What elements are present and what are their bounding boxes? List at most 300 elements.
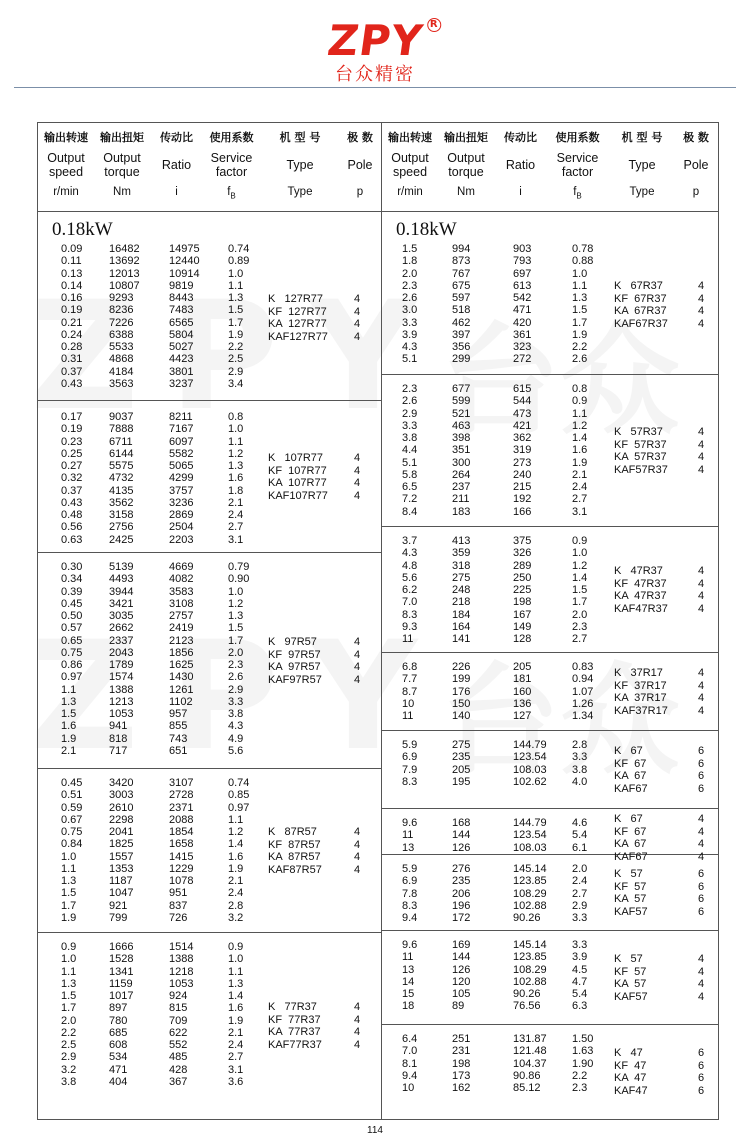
cell: 4.3 [402, 341, 418, 353]
cell: 3.2 [228, 911, 244, 924]
header-unit-4: Type [287, 186, 313, 198]
cell: 1.7 [572, 316, 588, 329]
table-row [38, 777, 381, 789]
table-row [382, 329, 718, 341]
pole-count: 6 [698, 745, 705, 757]
cell: 251 [452, 1033, 471, 1045]
cell: 1789 [109, 659, 134, 671]
cell: 0.09 [61, 243, 83, 255]
cell: 104.37 [513, 1057, 547, 1070]
cell: 613 [513, 279, 532, 292]
cell: 2.6 [402, 292, 418, 304]
left-column [38, 123, 382, 1119]
header-en-5: Pole [347, 158, 373, 172]
cell: 2.1 [61, 744, 77, 757]
gear-type: KA 67 [614, 838, 647, 850]
table-row [382, 1058, 718, 1070]
cell: 2728 [169, 789, 194, 802]
cell: 108.29 [513, 887, 547, 900]
cell: 0.85 [228, 789, 250, 802]
cell: 3158 [109, 509, 134, 521]
gear-type: KAF127R77 [268, 330, 328, 343]
cell: 1.1 [228, 965, 244, 978]
cell: 1.2 [228, 826, 244, 838]
type-list [614, 667, 668, 717]
gear-type: KF 127R77 [268, 305, 327, 318]
gear-type: KA 87R57 [268, 851, 321, 863]
header-unit-5: p [356, 186, 364, 198]
cell: 375 [513, 535, 532, 547]
table-row [38, 485, 381, 497]
table-row [382, 383, 718, 395]
cell: 3.3 [228, 695, 244, 708]
gear-type: K 47 [614, 1047, 643, 1059]
cell: 4.7 [572, 975, 588, 988]
cell: 2757 [169, 610, 194, 622]
cell: 780 [109, 1014, 128, 1027]
cell: 599 [452, 395, 471, 408]
table-row [382, 1000, 718, 1012]
type-list [268, 1001, 322, 1051]
cell: 518 [452, 304, 471, 317]
cell: 1.1 [572, 407, 588, 420]
cell: 1078 [169, 875, 194, 887]
cell: 167 [513, 608, 532, 621]
cell: 0.34 [61, 573, 83, 586]
cell: 1.0 [572, 267, 588, 280]
cell: 162 [452, 1082, 471, 1094]
gear-type: K 127R77 [268, 293, 324, 305]
cell: 0.25 [61, 447, 83, 460]
header-unit-5: p [692, 186, 700, 198]
cell: 1658 [169, 838, 194, 851]
cell: 1.07 [572, 685, 594, 698]
cell: 4732 [109, 472, 134, 485]
cell: 240 [513, 468, 532, 481]
pole-count: 4 [354, 318, 361, 330]
table-row [38, 366, 381, 378]
cell: 1.7 [61, 1002, 77, 1015]
gear-type: KA 107R77 [268, 477, 327, 489]
cell: 1.4 [228, 838, 244, 851]
cell: 11 [402, 710, 414, 722]
pole-list [354, 1001, 360, 1051]
pole-count: 6 [698, 893, 705, 905]
cell: 1.9 [228, 1014, 244, 1027]
table-row [38, 978, 381, 990]
cell: 198 [513, 596, 532, 609]
cell: 3757 [169, 484, 194, 497]
cell: 0.79 [228, 561, 250, 573]
cell: 2.6 [572, 353, 588, 366]
pole-count: 4 [698, 602, 705, 615]
table-row [382, 951, 718, 963]
cell: 7.2 [402, 493, 418, 506]
data-group [38, 401, 381, 553]
cell: 0.59 [61, 801, 83, 814]
cell: 1.1 [61, 683, 77, 696]
type-list [614, 426, 668, 476]
registered-mark: R [427, 18, 441, 32]
cell: 0.16 [61, 292, 83, 304]
pole-count: 4 [698, 850, 705, 863]
gear-type: KA 127R77 [268, 318, 327, 330]
cell: 6.2 [402, 584, 418, 596]
cell: 1430 [169, 671, 194, 684]
cell: 1.2 [572, 419, 588, 432]
cell: 3.6 [228, 1075, 244, 1088]
cell: 206 [452, 887, 471, 900]
cell: 1.1 [228, 813, 244, 826]
cell: 211 [452, 493, 470, 506]
cell: 1213 [109, 695, 134, 708]
cell: 5.1 [402, 353, 418, 366]
cell: 181 [513, 673, 532, 686]
pole-list [354, 293, 360, 343]
cell: 1.0 [572, 547, 588, 560]
cell: 1.6 [572, 444, 588, 457]
pole-count: 4 [698, 565, 705, 577]
cell: 108.29 [513, 963, 547, 976]
cell: 2.0 [228, 646, 244, 659]
cell: 1.1 [61, 862, 77, 875]
cell: 726 [169, 911, 188, 924]
table-row [382, 547, 718, 559]
cell: 0.11 [61, 255, 82, 268]
cell: 144.79 [513, 739, 547, 751]
header-cn-4: 机 型 号 [279, 131, 321, 144]
cell: 11 [402, 951, 414, 964]
gear-type: K 97R57 [268, 636, 317, 648]
cell: 5065 [169, 460, 194, 472]
cell: 192 [513, 493, 532, 506]
table-row [38, 1015, 381, 1027]
type-list [268, 293, 328, 343]
cell: 5.1 [402, 456, 418, 469]
gear-type: KF 47 [614, 1059, 647, 1072]
cell: 0.43 [61, 496, 83, 509]
cell: 941 [109, 720, 128, 733]
table-row [38, 280, 381, 292]
cell: 413 [452, 535, 471, 547]
cell: 1574 [109, 671, 134, 684]
cell: 473 [513, 407, 532, 420]
cell: 123.85 [513, 875, 547, 888]
table-row [38, 586, 381, 598]
cell: 144 [452, 951, 471, 964]
cell: 275 [452, 571, 471, 584]
cell: 2.7 [572, 493, 588, 506]
cell: 1.5 [572, 304, 588, 317]
data-group [382, 235, 718, 375]
type-list [268, 452, 328, 502]
cell: 9037 [109, 411, 134, 423]
cell: 3236 [169, 496, 194, 509]
pole-count: 4 [354, 452, 361, 464]
cell: 144.79 [513, 817, 547, 829]
cell: 7226 [109, 316, 134, 329]
cell: 0.74 [228, 777, 250, 789]
page-number: 114 [367, 1125, 383, 1136]
cell: 4299 [169, 472, 194, 485]
cell: 5.9 [402, 739, 418, 751]
cell: 0.67 [61, 813, 83, 826]
header-unit-3: $f_B$ [227, 186, 236, 201]
logo-mark [324, 16, 438, 65]
cell: 608 [109, 1039, 128, 1051]
table-row [382, 506, 718, 518]
cell: 4.4 [402, 444, 418, 457]
cell: 1.63 [572, 1045, 594, 1058]
cell: 3.8 [61, 1075, 77, 1088]
cell: 6.5 [402, 481, 418, 493]
cell: 3.3 [572, 912, 588, 924]
cell: 3.1 [572, 505, 588, 518]
cell: 319 [513, 444, 532, 457]
cell: 2.4 [228, 887, 244, 900]
cell: 1017 [109, 990, 134, 1002]
cell: 2.4 [228, 509, 244, 521]
cell: 675 [452, 279, 471, 292]
cell: 7.7 [402, 673, 418, 686]
cell: 3003 [109, 789, 134, 802]
cell: 1.0 [228, 423, 244, 436]
table-row [38, 887, 381, 899]
cell: 0.17 [61, 411, 83, 423]
header-unit-2: i [519, 186, 522, 198]
cell: 3420 [109, 777, 134, 789]
cell: 5.4 [572, 829, 588, 842]
cell: 299 [452, 353, 471, 366]
cell: 2043 [109, 646, 134, 659]
cell: 235 [452, 751, 471, 764]
cell: 2.9 [61, 1051, 77, 1064]
cell: 0.39 [61, 585, 83, 598]
data-group [382, 653, 718, 731]
cell: 141 [452, 633, 471, 645]
cell: 1.7 [61, 899, 77, 912]
cell: 2425 [109, 533, 134, 546]
gear-type: KAF47R37 [614, 602, 668, 615]
pole-count: 4 [354, 464, 361, 477]
pole-count: 4 [698, 978, 705, 990]
cell: 13692 [109, 255, 140, 268]
gear-type: KA 57R37 [614, 451, 667, 463]
cell: 126 [452, 841, 471, 854]
cell: 12013 [109, 267, 140, 280]
gear-type: KF 37R17 [614, 679, 667, 692]
cell: 924 [169, 990, 188, 1002]
pole-count: 4 [698, 317, 705, 330]
cell: 1557 [109, 850, 134, 863]
cell: 1.3 [228, 610, 244, 622]
cell: 3562 [109, 496, 134, 509]
cell: 1102 [169, 695, 193, 708]
cell: 4868 [109, 353, 134, 366]
cell: 4493 [109, 573, 134, 586]
pole-count: 4 [698, 990, 705, 1003]
pole-count: 4 [354, 1026, 361, 1038]
table-row [382, 976, 718, 988]
cell: 105 [452, 988, 471, 1000]
cell: 226 [452, 661, 471, 673]
cell: 13 [402, 963, 415, 976]
table-row [38, 1002, 381, 1014]
cell: 1.0 [61, 850, 77, 863]
header-cn-2: 传动比 [504, 131, 537, 144]
gear-type: K 57R37 [614, 426, 663, 438]
cell: 5.8 [402, 468, 418, 481]
pole-count: 4 [698, 838, 705, 850]
cell: 1.0 [228, 585, 244, 598]
cell: 0.19 [61, 304, 83, 317]
cell: 0.43 [61, 377, 83, 390]
gear-type: K 67 [614, 745, 643, 757]
cell: 0.56 [61, 521, 83, 534]
table-row [38, 255, 381, 267]
pole-count: 4 [354, 838, 361, 851]
header-en-1: Output torque [103, 151, 141, 179]
gear-type: KAF67 [614, 850, 648, 863]
table-row [382, 863, 718, 875]
cell: 205 [452, 763, 471, 776]
cell: 183 [452, 505, 471, 518]
pole-count: 4 [698, 813, 705, 825]
cell: 1.2 [228, 447, 244, 460]
cell: 2.0 [572, 863, 588, 875]
cell: 4.0 [572, 775, 588, 788]
cell: 818 [109, 732, 128, 745]
gear-type: KA 67R37 [614, 305, 667, 317]
cell: 1053 [109, 708, 134, 720]
cell: 0.57 [61, 622, 83, 635]
table-row [38, 1027, 381, 1039]
cell: 108.03 [513, 763, 547, 776]
cell: 2.3 [572, 1082, 588, 1094]
table-row [382, 255, 718, 267]
cell: 149 [513, 620, 532, 633]
cell: 1854 [169, 826, 194, 838]
header-unit-2: i [175, 186, 178, 198]
table-row [382, 268, 718, 280]
table-row [382, 739, 718, 751]
cell: 264 [452, 468, 471, 481]
table-row [38, 436, 381, 448]
pole-count: 4 [698, 280, 705, 292]
table-row [382, 1082, 718, 1094]
table-row [382, 776, 718, 788]
pole-count: 4 [354, 661, 361, 673]
cell: 0.37 [61, 365, 83, 378]
cell: 1.3 [61, 875, 77, 887]
cell: 140 [452, 710, 471, 722]
cell: 3.8 [228, 708, 244, 720]
cell: 1.5 [61, 887, 77, 900]
table-header[interactable] [382, 123, 718, 212]
cell: 1.5 [61, 990, 77, 1002]
cell: 1.1 [228, 435, 244, 448]
cell: 7.9 [402, 763, 418, 776]
cell: 123.85 [513, 951, 547, 964]
cell: 0.24 [61, 328, 83, 341]
gear-type: KA 47R37 [614, 590, 667, 602]
cell: 544 [513, 395, 532, 408]
cell: 2.9 [228, 683, 244, 696]
cell: 3.1 [228, 1063, 244, 1076]
cell: 1.26 [572, 697, 594, 710]
cell: 3.9 [572, 951, 588, 964]
cell: 855 [169, 720, 188, 733]
cell: 0.9 [228, 941, 244, 953]
pole-list [698, 667, 704, 717]
cell: 215 [513, 481, 532, 493]
header-unit-4: Type [629, 186, 655, 198]
cell: 2.0 [402, 267, 418, 280]
cell: 108.03 [513, 841, 547, 854]
header-divider [14, 87, 736, 88]
pole-count: 4 [354, 648, 361, 661]
table-row [382, 875, 718, 887]
cell: 1.5 [228, 622, 244, 635]
cell: 4669 [169, 561, 194, 573]
pole-count: 6 [698, 868, 705, 880]
cell: 8.3 [402, 899, 418, 912]
pole-count: 4 [354, 636, 361, 648]
cell: 6.8 [402, 661, 418, 673]
pole-count: 4 [698, 953, 705, 965]
table-row [38, 534, 381, 546]
cell: 5.4 [572, 988, 588, 1000]
gear-type: KAF67R37 [614, 317, 668, 330]
table-header[interactable] [38, 123, 381, 212]
cell: 0.19 [61, 423, 83, 436]
pole-count: 4 [354, 305, 361, 318]
cell: 1.7 [228, 316, 244, 329]
header-unit-1: Nm [457, 186, 475, 198]
cell: 4.6 [572, 817, 588, 829]
cell: 1.9 [228, 328, 244, 341]
cell: 709 [169, 1014, 188, 1027]
cell: 359 [452, 547, 471, 560]
pole-count: 6 [698, 1047, 705, 1059]
pole-count: 4 [354, 489, 361, 502]
gear-type: KA 77R37 [268, 1026, 321, 1038]
table-row [38, 329, 381, 341]
cell: 2.7 [228, 521, 244, 534]
gear-type: K 77R37 [268, 1001, 317, 1013]
cell: 90.26 [513, 912, 541, 924]
cell: 0.14 [61, 279, 83, 292]
cell: 2.7 [228, 1051, 244, 1064]
cell: 2.6 [228, 671, 244, 684]
pole-count: 4 [354, 293, 361, 305]
cell: 198 [452, 1057, 471, 1070]
cell: 1528 [109, 953, 134, 966]
cell: 1159 [109, 977, 133, 990]
table-row [38, 411, 381, 423]
cell: 2.2 [228, 341, 244, 353]
cell: 767 [452, 267, 471, 280]
table-row [38, 497, 381, 509]
cell: 471 [109, 1063, 128, 1076]
cell: 318 [452, 559, 471, 572]
right-column [382, 123, 718, 1119]
cell: 3108 [169, 597, 194, 610]
power-rating: 0.18kW [52, 219, 113, 240]
cell: 8.3 [402, 608, 418, 621]
cell: 957 [169, 708, 188, 720]
gear-type: KA 57 [614, 978, 647, 990]
